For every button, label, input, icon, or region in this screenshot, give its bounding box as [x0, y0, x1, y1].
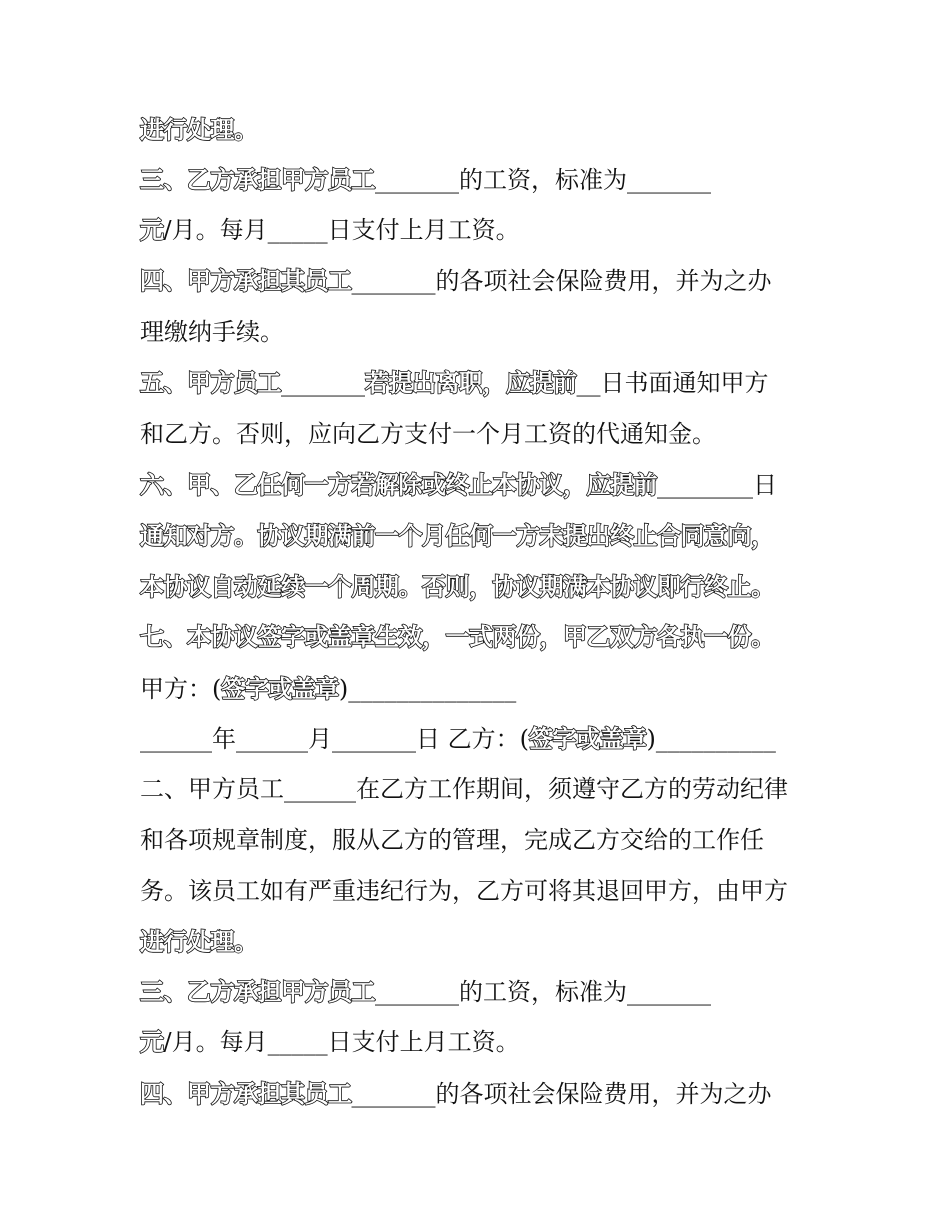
- text-segment: 甲方：(: [140, 675, 222, 703]
- text-line: [140, 210, 520, 250]
- decorative-text-segment: 本协议自动延续一个周期。否则，协议期满本协议即行终止。: [140, 573, 775, 601]
- text-line: [140, 312, 284, 352]
- text-line: [140, 719, 776, 759]
- text-segment: )______________: [338, 675, 517, 703]
- decorative-text-segment: 元: [140, 216, 164, 244]
- decorative-text-segment: 七、本协议签字或盖章生效，一式两份，甲乙双方各执一份。: [140, 623, 775, 651]
- decorative-text-segment: 通知对方。协议期满前一个月任何一方未提出终止合同意向，: [140, 522, 775, 550]
- text-segment: /月。每月_____日支付上月工资。: [163, 1028, 520, 1056]
- text-line: [140, 516, 775, 556]
- decorative-text-segment: 四、甲方承担其员工: [140, 267, 352, 295]
- text-segment: 和各项规章制度，服从乙方的管理，完成乙方交给的工作任: [140, 826, 764, 854]
- text-segment: 二、甲方员工______在乙方工作期间，须遵守乙方的劳动纪律: [140, 775, 788, 803]
- text-segment: _______: [281, 369, 365, 397]
- text-line: [140, 922, 258, 962]
- text-line: [140, 820, 764, 860]
- text-line: [140, 769, 788, 809]
- text-line: [140, 160, 711, 200]
- text-segment: 和乙方。否则，应向乙方支付一个月工资的代通知金。: [140, 420, 716, 448]
- text-line: [140, 1022, 520, 1062]
- decorative-text-segment: 五、甲方员工: [140, 369, 281, 397]
- text-segment: __日书面通知甲方: [576, 369, 769, 397]
- decorative-text-segment: 元: [140, 1028, 164, 1056]
- text-line: [140, 871, 788, 911]
- text-line: [140, 465, 777, 505]
- decorative-text-segment: 若提出离职，应提前: [365, 369, 577, 397]
- decorative-text-segment: 签字或盖章: [221, 675, 339, 703]
- text-segment: _______的工资，标准为_______: [375, 978, 711, 1006]
- text-segment: /月。每月_____日支付上月工资。: [163, 216, 520, 244]
- text-line: [140, 414, 716, 454]
- text-segment: _______的工资，标准为_______: [375, 166, 711, 194]
- decorative-text-segment: 进行处理。: [140, 116, 258, 144]
- text-line: [140, 1074, 772, 1114]
- text-line: [140, 110, 258, 150]
- decorative-text-segment: 三、乙方承担甲方员工: [140, 978, 375, 1006]
- text-segment: _______的各项社会保险费用，并为之办: [351, 267, 772, 295]
- text-line: [140, 261, 772, 301]
- text-line: [140, 669, 516, 709]
- text-segment: ______年______月_______日 乙方：(: [140, 725, 529, 753]
- text-line: [140, 567, 775, 607]
- text-line: [140, 363, 769, 403]
- text-line: [140, 617, 775, 657]
- decorative-text-segment: 四、甲方承担其员工: [140, 1080, 352, 1108]
- decorative-text-segment: 三、乙方承担甲方员工: [140, 166, 375, 194]
- text-segment: )__________: [646, 725, 776, 753]
- text-segment: 务。该员工如有严重违纪行为，乙方可将其退回甲方，由甲方: [140, 877, 788, 905]
- decorative-text-segment: 进行处理。: [140, 928, 258, 956]
- decorative-text-segment: 六、甲、乙任何一方若解除或终止本协议，应提前: [140, 471, 657, 499]
- text-segment: 理缴纳手续。: [140, 318, 284, 346]
- text-segment: ________日: [657, 471, 777, 499]
- text-line: [140, 972, 711, 1012]
- text-segment: _______的各项社会保险费用，并为之办: [351, 1080, 772, 1108]
- decorative-text-segment: 签字或盖章: [529, 725, 647, 753]
